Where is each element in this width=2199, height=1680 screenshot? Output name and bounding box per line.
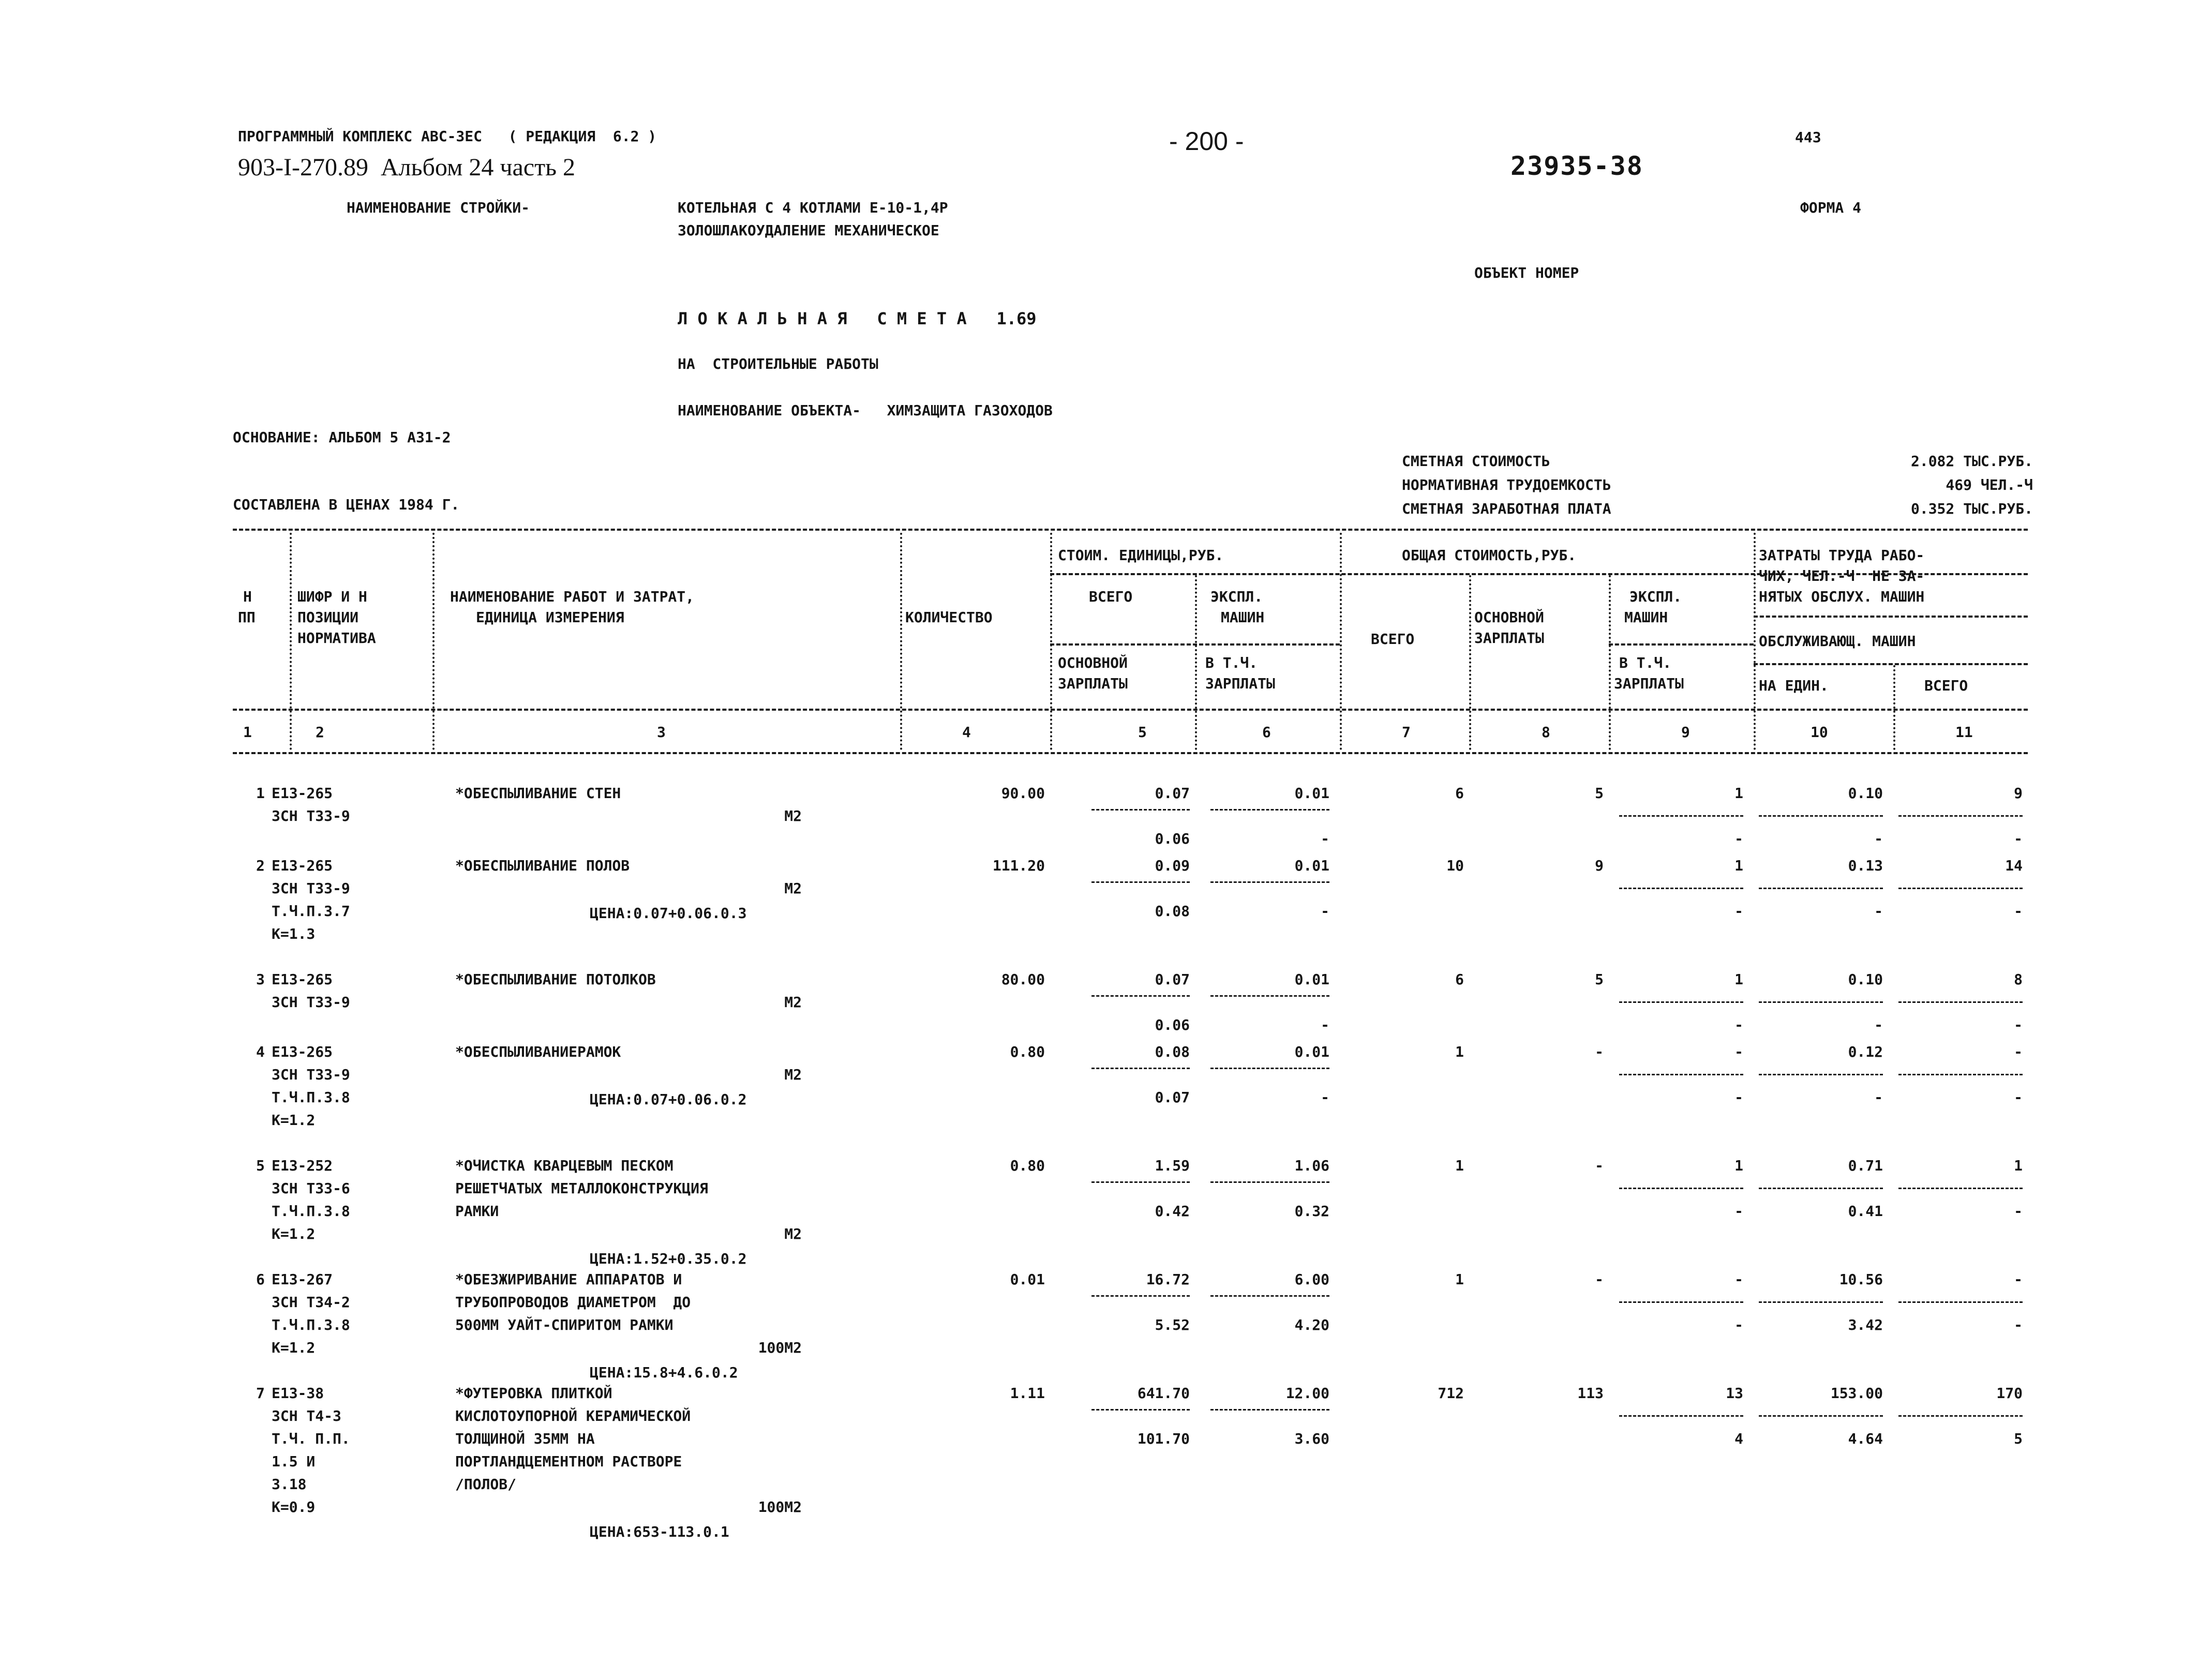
col-sep-2: [432, 533, 435, 750]
row-unit-machine: 0.01: [1294, 857, 1329, 874]
table-rule-labor-sub1: [1754, 616, 2028, 618]
hdr-labor-3: НЯТЫХ ОБСЛУХ. МАШИН: [1759, 588, 1925, 605]
row-total-machine: 1: [1734, 857, 1743, 874]
row-unit-machine: 0.01: [1294, 971, 1329, 988]
column-number-11: 11: [1955, 724, 1973, 741]
row-quantity: 0.01: [1010, 1271, 1045, 1288]
row-rule-unit-total: [1091, 1068, 1190, 1069]
hdr-tot-incl-1: В Т.Ч.: [1619, 654, 1672, 671]
hdr-code-3: НОРМАТИВА: [297, 629, 376, 647]
hdr-tot-mach-2: МАШИН: [1624, 609, 1668, 626]
row-total-wage: -: [1595, 1271, 1604, 1288]
row-description-line: *ОБЕСПЫЛИВАНИЕ СТЕН: [455, 785, 621, 802]
hdr-labor-1: ЗАТРАТЫ ТРУДА РАБО-: [1759, 547, 1925, 564]
row-total-machine-wage: -: [1734, 830, 1743, 847]
program-name: ПРОГРАММНЫЙ КОМПЛЕКС АВС-ЗЕС ( РЕДАКЦИЯ 6.2 ): [238, 128, 657, 145]
hdr-quantity: КОЛИЧЕСТВО: [905, 609, 993, 626]
row-description-line: КИСЛОТОУПОРНОЙ КЕРАМИЧЕСКОЙ: [455, 1407, 691, 1424]
row-quantity: 0.80: [1010, 1157, 1045, 1174]
row-labor-total: 8: [2014, 971, 2023, 988]
row-labor-unit-service: -: [1874, 1089, 1883, 1106]
row-total: 1: [1455, 1271, 1464, 1288]
row-labor-total-service: -: [2014, 1016, 2023, 1033]
table-rule-labor-sub2: [1754, 663, 2028, 665]
row-total: 6: [1455, 971, 1464, 988]
column-number-5: 5: [1138, 724, 1147, 741]
row-unit-total: 0.07: [1155, 785, 1190, 802]
row-total-machine-wage: 4: [1734, 1430, 1743, 1447]
row-total-machine-wage: -: [1734, 1316, 1743, 1333]
row-rule-labor-unit: [1759, 815, 1883, 817]
doc-number: 443: [1795, 129, 1821, 146]
row-unit-machine: 12.00: [1285, 1385, 1329, 1402]
row-unit-wage: 101.70: [1137, 1430, 1190, 1447]
row-code-line: ЗСН Т4-3: [272, 1407, 341, 1424]
col-sep-8: [1609, 575, 1611, 750]
row-total: 6: [1455, 785, 1464, 802]
row-labor-unit-service: -: [1874, 1016, 1883, 1033]
row-rule-unit-machine: [1210, 1295, 1329, 1297]
row-code-line: Т.Ч.П.3.8: [272, 1089, 350, 1106]
row-total-machine-wage: -: [1734, 1203, 1743, 1220]
row-unit-machine-wage: -: [1321, 1089, 1329, 1106]
row-quantity: 0.80: [1010, 1043, 1045, 1060]
row-labor-total-service: -: [2014, 1316, 2023, 1333]
col-sep-4: [1050, 533, 1052, 750]
construction-label: НАИМЕНОВАНИЕ СТРОЙКИ-: [347, 199, 530, 216]
hdr-code-1: ШИФР И Н: [297, 588, 367, 605]
table-rule-top: [233, 529, 2028, 531]
row-quantity: 1.11: [1010, 1385, 1045, 1402]
row-unit-wage: 0.06: [1155, 1016, 1190, 1033]
row-total: 1: [1455, 1043, 1464, 1060]
row-rule-total-machine: [1619, 1074, 1743, 1075]
row-rule-unit-total: [1091, 1181, 1190, 1183]
row-rule-unit-total: [1091, 809, 1190, 811]
row-price-formula: ЦЕНА:653-113.0.1: [590, 1523, 729, 1540]
row-labor-unit-service: 0.41: [1848, 1203, 1883, 1220]
row-description-line: РАМКИ: [455, 1203, 499, 1220]
row-labor-unit: 0.10: [1848, 971, 1883, 988]
row-number: 6: [256, 1271, 265, 1288]
row-number: 7: [256, 1385, 265, 1402]
col-sep-10: [1893, 665, 1895, 750]
table-rule-numbers-bottom: [233, 752, 2028, 754]
row-code-line: Т.Ч. П.П.: [272, 1430, 350, 1447]
row-code-line: ЗСН Т33-9: [272, 880, 350, 897]
row-description-line: *ФУТЕРОВКА ПЛИТКОЙ: [455, 1385, 612, 1402]
hdr-n: Н: [243, 588, 252, 605]
row-code-line: ЗСН Т34-2: [272, 1294, 350, 1311]
row-number: 2: [256, 857, 265, 874]
row-total-machine: 1: [1734, 971, 1743, 988]
row-unit-total: 16.72: [1146, 1271, 1190, 1288]
row-unit-machine-wage: -: [1321, 1016, 1329, 1033]
row-rule-labor-total: [1898, 888, 2023, 889]
row-total-machine: 1: [1734, 1157, 1743, 1174]
row-rule-unit-machine: [1210, 995, 1329, 997]
hdr-unit-mach-1: ЭКСПЛ.: [1210, 588, 1263, 605]
row-unit: М2: [784, 1066, 802, 1083]
row-price-formula: ЦЕНА:1.52+0.35.0.2: [590, 1250, 747, 1267]
hdr-unit-wage-2: ЗАРПЛАТЫ: [1058, 675, 1128, 692]
row-code-line: Т.Ч.П.3.8: [272, 1203, 350, 1220]
row-code-line: Е13-265: [272, 1043, 333, 1060]
row-total-machine-wage: -: [1734, 1089, 1743, 1106]
row-unit-machine-wage: 3.60: [1294, 1430, 1329, 1447]
row-code-line: К=1.2: [272, 1225, 316, 1242]
row-labor-unit: 0.12: [1848, 1043, 1883, 1060]
summary-label-cost: СМЕТНАЯ СТОИМОСТЬ: [1402, 453, 1550, 470]
row-number: 5: [256, 1157, 265, 1174]
row-labor-total: -: [2014, 1271, 2023, 1288]
row-labor-total-service: -: [2014, 830, 2023, 847]
hdr-labor-unit: НА ЕДИН.: [1759, 677, 1829, 694]
hdr-unit-cost: СТОИМ. ЕДИНИЦЫ,РУБ.: [1058, 547, 1224, 564]
row-total-machine-wage: -: [1734, 1016, 1743, 1033]
row-rule-unit-machine: [1210, 1181, 1329, 1183]
row-code-line: ЗСН Т33-9: [272, 807, 350, 824]
hdr-unit-incl-1: В Т.Ч.: [1205, 654, 1258, 671]
row-unit-wage: 0.07: [1155, 1089, 1190, 1106]
hdr-code-2: ПОЗИЦИИ: [297, 609, 359, 626]
row-rule-unit-total: [1091, 1295, 1190, 1297]
hdr-unit-mach-2: МАШИН: [1221, 609, 1265, 626]
row-labor-unit-service: -: [1874, 903, 1883, 920]
column-number-3: 3: [657, 724, 666, 741]
hdr-unit-wage-1: ОСНОВНОЙ: [1058, 654, 1128, 671]
row-labor-unit-service: 3.42: [1848, 1316, 1883, 1333]
hdr-tot-wage-2: ЗАРПЛАТЫ: [1474, 629, 1544, 647]
row-description-line: ТОЛЩИНОЙ 35ММ НА: [455, 1430, 595, 1447]
row-description-line: ПОРТЛАНДЦЕМЕНТНОМ РАСТВОРЕ: [455, 1453, 682, 1470]
row-rule-labor-total: [1898, 1001, 2023, 1003]
document-title: Л О К А Л Ь Н А Я С М Е Т А 1.69: [678, 309, 1037, 328]
row-total: 712: [1438, 1385, 1464, 1402]
row-code-line: ЗСН Т33-6: [272, 1180, 350, 1197]
row-labor-total-service: -: [2014, 1203, 2023, 1220]
row-quantity: 90.00: [1001, 785, 1045, 802]
row-unit: М2: [784, 807, 802, 824]
row-labor-unit-service: 4.64: [1848, 1430, 1883, 1447]
row-rule-labor-unit: [1759, 1001, 1883, 1003]
row-number: 4: [256, 1043, 265, 1060]
row-quantity: 80.00: [1001, 971, 1045, 988]
row-number: 3: [256, 971, 265, 988]
row-labor-unit-service: -: [1874, 830, 1883, 847]
row-total-wage: 5: [1595, 785, 1604, 802]
row-rule-total-machine: [1619, 1188, 1743, 1189]
hdr-desc-1: НАИМЕНОВАНИЕ РАБОТ И ЗАТРАТ,: [450, 588, 695, 605]
row-code-line: ЗСН Т33-9: [272, 994, 350, 1011]
row-description-line: /ПОЛОВ/: [455, 1476, 517, 1493]
row-total-wage: -: [1595, 1043, 1604, 1060]
row-code-line: Е13-265: [272, 857, 333, 874]
object-number-label: ОБЪЕКТ НОМЕР: [1474, 264, 1579, 281]
column-number-7: 7: [1402, 724, 1411, 741]
row-description-line: *ОЧИСТКА КВАРЦЕВЫМ ПЕСКОМ: [455, 1157, 674, 1174]
column-number-9: 9: [1681, 724, 1690, 741]
row-unit-machine-wage: 0.32: [1294, 1203, 1329, 1220]
row-code-line: 3.18: [272, 1476, 307, 1493]
row-code-line: Е13-252: [272, 1157, 333, 1174]
column-number-8: 8: [1542, 724, 1550, 741]
row-unit: М2: [784, 880, 802, 897]
row-unit-machine: 0.01: [1294, 1043, 1329, 1060]
row-rule-labor-total: [1898, 1188, 2023, 1189]
hdr-labor-2: ЧИХ, ЧЕЛ.-Ч НЕ ЗА-: [1759, 567, 1925, 584]
row-labor-total-service: -: [2014, 1089, 2023, 1106]
row-unit-machine-wage: 4.20: [1294, 1316, 1329, 1333]
column-number-4: 4: [962, 724, 971, 741]
hdr-labor-sub: ОБСЛУЖИВАЮЩ. МАШИН: [1759, 633, 1916, 650]
row-description-line: *ОБЕЗЖИРИВАНИЕ АППАРАТОВ И: [455, 1271, 682, 1288]
row-code-line: К=1.2: [272, 1339, 316, 1356]
row-description-line: РЕШЕТЧАТЫХ МЕТАЛЛОКОНСТРУКЦИЯ: [455, 1180, 708, 1197]
row-rule-total-machine: [1619, 888, 1743, 889]
col-sep-7: [1469, 575, 1471, 750]
row-unit-total: 0.09: [1155, 857, 1190, 874]
col-sep-1: [290, 533, 292, 750]
row-unit-machine-wage: -: [1321, 830, 1329, 847]
row-total: 10: [1446, 857, 1464, 874]
row-price-formula: ЦЕНА:15.8+4.6.0.2: [590, 1364, 738, 1381]
row-rule-total-machine: [1619, 1001, 1743, 1003]
row-code-line: Е13-265: [272, 971, 333, 988]
row-unit-total: 0.07: [1155, 971, 1190, 988]
row-rule-unit-total: [1091, 881, 1190, 883]
row-unit-total: 1.59: [1155, 1157, 1190, 1174]
row-price-formula: ЦЕНА:0.07+0.06.0.2: [590, 1091, 747, 1108]
hdr-labor-total: ВСЕГО: [1924, 677, 1968, 694]
row-code-line: Е13-38: [272, 1385, 324, 1402]
summary-value-labor: 469 ЧЕЛ.-Ч: [1946, 476, 2033, 493]
document-subtitle: НА СТРОИТЕЛЬНЫЕ РАБОТЫ: [678, 355, 878, 372]
row-unit-wage: 0.08: [1155, 903, 1190, 920]
row-labor-unit: 0.71: [1848, 1157, 1883, 1174]
column-number-1: 1: [243, 724, 252, 741]
row-number: 1: [256, 785, 265, 802]
row-total-machine: 1: [1734, 785, 1743, 802]
row-labor-total: 9: [2014, 785, 2023, 802]
row-labor-total: 170: [1996, 1385, 2023, 1402]
row-labor-total-service: -: [2014, 903, 2023, 920]
row-unit: 100М2: [758, 1339, 802, 1356]
row-total-machine: -: [1734, 1043, 1743, 1060]
row-code-line: Т.Ч.П.3.7: [272, 903, 350, 920]
row-unit-wage: 0.06: [1155, 830, 1190, 847]
row-description-line: *ОБЕСПЫЛИВАНИЕ ПОЛОВ: [455, 857, 630, 874]
row-code-line: К=0.9: [272, 1498, 316, 1516]
row-unit: М2: [784, 1225, 802, 1242]
row-code-line: Е13-267: [272, 1271, 333, 1288]
row-rule-total-machine: [1619, 815, 1743, 817]
row-unit-machine: 6.00: [1294, 1271, 1329, 1288]
row-rule-total-machine: [1619, 1415, 1743, 1417]
basis: ОСНОВАНИЕ: АЛЬБОМ 5 АЗ1-2: [233, 429, 451, 446]
row-labor-total: 1: [2014, 1157, 2023, 1174]
row-code-line: Е13-265: [272, 785, 333, 802]
col-sep-6: [1340, 533, 1342, 750]
row-unit-wage: 5.52: [1155, 1316, 1190, 1333]
row-description-line: *ОБЕСПЫЛИВАНИЕ ПОТОЛКОВ: [455, 971, 656, 988]
summary-value-cost: 2.082 ТЫС.РУБ.: [1910, 453, 2033, 470]
row-rule-unit-total: [1091, 1409, 1190, 1411]
row-rule-unit-machine: [1210, 881, 1329, 883]
row-unit: М2: [784, 994, 802, 1011]
col-sep-5: [1195, 575, 1197, 750]
column-number-2: 2: [316, 724, 324, 741]
row-rule-unit-machine: [1210, 1409, 1329, 1411]
hdr-tot-incl-2: ЗАРПЛАТЫ: [1614, 675, 1684, 692]
row-code-line: К=1.3: [272, 925, 316, 942]
row-total-machine: -: [1734, 1271, 1743, 1288]
row-labor-unit: 0.13: [1848, 857, 1883, 874]
row-total-wage: -: [1595, 1157, 1604, 1174]
row-total-machine: 13: [1726, 1385, 1743, 1402]
row-rule-labor-unit: [1759, 1301, 1883, 1303]
row-unit-total: 0.08: [1155, 1043, 1190, 1060]
col-sep-9: [1754, 533, 1756, 750]
row-rule-unit-total: [1091, 995, 1190, 997]
row-quantity: 111.20: [992, 857, 1045, 874]
construction-name-line2: ЗОЛОШЛАКОУДАЛЕНИЕ МЕХАНИЧЕСКОЕ: [678, 222, 939, 239]
hdr-unit-total: ВСЕГО: [1089, 588, 1133, 605]
summary-label-wage: СМЕТНАЯ ЗАРАБОТНАЯ ПЛАТА: [1402, 500, 1611, 517]
summary-label-labor: НОРМАТИВНАЯ ТРУДОЕМКОСТЬ: [1402, 476, 1611, 493]
row-total-wage: 5: [1595, 971, 1604, 988]
row-unit-machine: 0.01: [1294, 785, 1329, 802]
hdr-tot-wage-1: ОСНОВНОЙ: [1474, 609, 1544, 626]
row-description-line: 500ММ УАЙТ-СПИРИТОМ РАМКИ: [455, 1316, 674, 1333]
row-rule-labor-unit: [1759, 888, 1883, 889]
col-sep-3: [900, 533, 902, 750]
row-code-line: 1.5 И: [272, 1453, 316, 1470]
hdr-pp: ПП: [238, 609, 256, 626]
hdr-unit-incl-2: ЗАРПЛАТЫ: [1205, 675, 1275, 692]
row-unit-wage: 0.42: [1155, 1203, 1190, 1220]
row-rule-labor-total: [1898, 1301, 2023, 1303]
row-price-formula: ЦЕНА:0.07+0.06.0.3: [590, 905, 747, 922]
form-label: ФОРМА 4: [1800, 199, 1862, 216]
price-level: СОСТАВЛЕНА В ЦЕНАХ 1984 Г.: [233, 496, 460, 513]
row-unit-machine: 1.06: [1294, 1157, 1329, 1174]
row-description-line: ТРУБОПРОВОДОВ ДИАМЕТРОМ ДО: [455, 1294, 691, 1311]
column-number-10: 10: [1811, 724, 1828, 741]
row-rule-labor-total: [1898, 1074, 2023, 1075]
table-rule-header-bottom: [233, 709, 2028, 711]
hdr-tot-mach-1: ЭКСПЛ.: [1629, 588, 1682, 605]
page-number: - 200 -: [1169, 127, 1244, 156]
album-reference: 903-I-270.89 Альбом 24 часть 2: [238, 154, 575, 181]
row-labor-unit: 0.10: [1848, 785, 1883, 802]
row-rule-labor-unit: [1759, 1415, 1883, 1417]
row-labor-unit: 153.00: [1830, 1385, 1883, 1402]
row-total: 1: [1455, 1157, 1464, 1174]
row-rule-total-machine: [1619, 1301, 1743, 1303]
row-rule-labor-unit: [1759, 1188, 1883, 1189]
object-name: НАИМЕНОВАНИЕ ОБЪЕКТА- ХИМЗАЩИТА ГАЗОХОДОВ: [678, 402, 1053, 419]
row-code-line: ЗСН Т33-9: [272, 1066, 350, 1083]
row-labor-total-service: 5: [2014, 1430, 2023, 1447]
row-rule-labor-total: [1898, 815, 2023, 817]
row-rule-unit-machine: [1210, 1068, 1329, 1069]
table-rule-total-sub: [1609, 643, 1754, 646]
summary-value-wage: 0.352 ТЫС.РУБ.: [1910, 500, 2033, 517]
row-description-line: *ОБЕСПЫЛИВАНИЕРАМОК: [455, 1043, 621, 1060]
construction-name-line1: КОТЕЛЬНАЯ С 4 КОТЛАМИ Е-10-1,4Р: [678, 199, 948, 216]
row-labor-unit: 10.56: [1839, 1271, 1883, 1288]
row-rule-labor-unit: [1759, 1074, 1883, 1075]
row-labor-total: 14: [2005, 857, 2023, 874]
row-labor-total: -: [2014, 1043, 2023, 1060]
row-total-wage: 113: [1577, 1385, 1604, 1402]
row-rule-unit-machine: [1210, 809, 1329, 811]
row-rule-labor-total: [1898, 1415, 2023, 1417]
hdr-tot-total: ВСЕГО: [1371, 631, 1415, 648]
column-number-6: 6: [1262, 724, 1271, 741]
hdr-total-cost: ОБЩАЯ СТОИМОСТЬ,РУБ.: [1402, 547, 1577, 564]
row-unit: 100М2: [758, 1498, 802, 1516]
row-unit-machine-wage: -: [1321, 903, 1329, 920]
row-total-machine-wage: -: [1734, 903, 1743, 920]
order-number: 23935-38: [1510, 151, 1643, 181]
hdr-desc-2: ЕДИНИЦА ИЗМЕРЕНИЯ: [476, 609, 624, 626]
row-code-line: Т.Ч.П.3.8: [272, 1316, 350, 1333]
row-code-line: К=1.2: [272, 1112, 316, 1129]
row-total-wage: 9: [1595, 857, 1604, 874]
row-unit-total: 641.70: [1137, 1385, 1190, 1402]
